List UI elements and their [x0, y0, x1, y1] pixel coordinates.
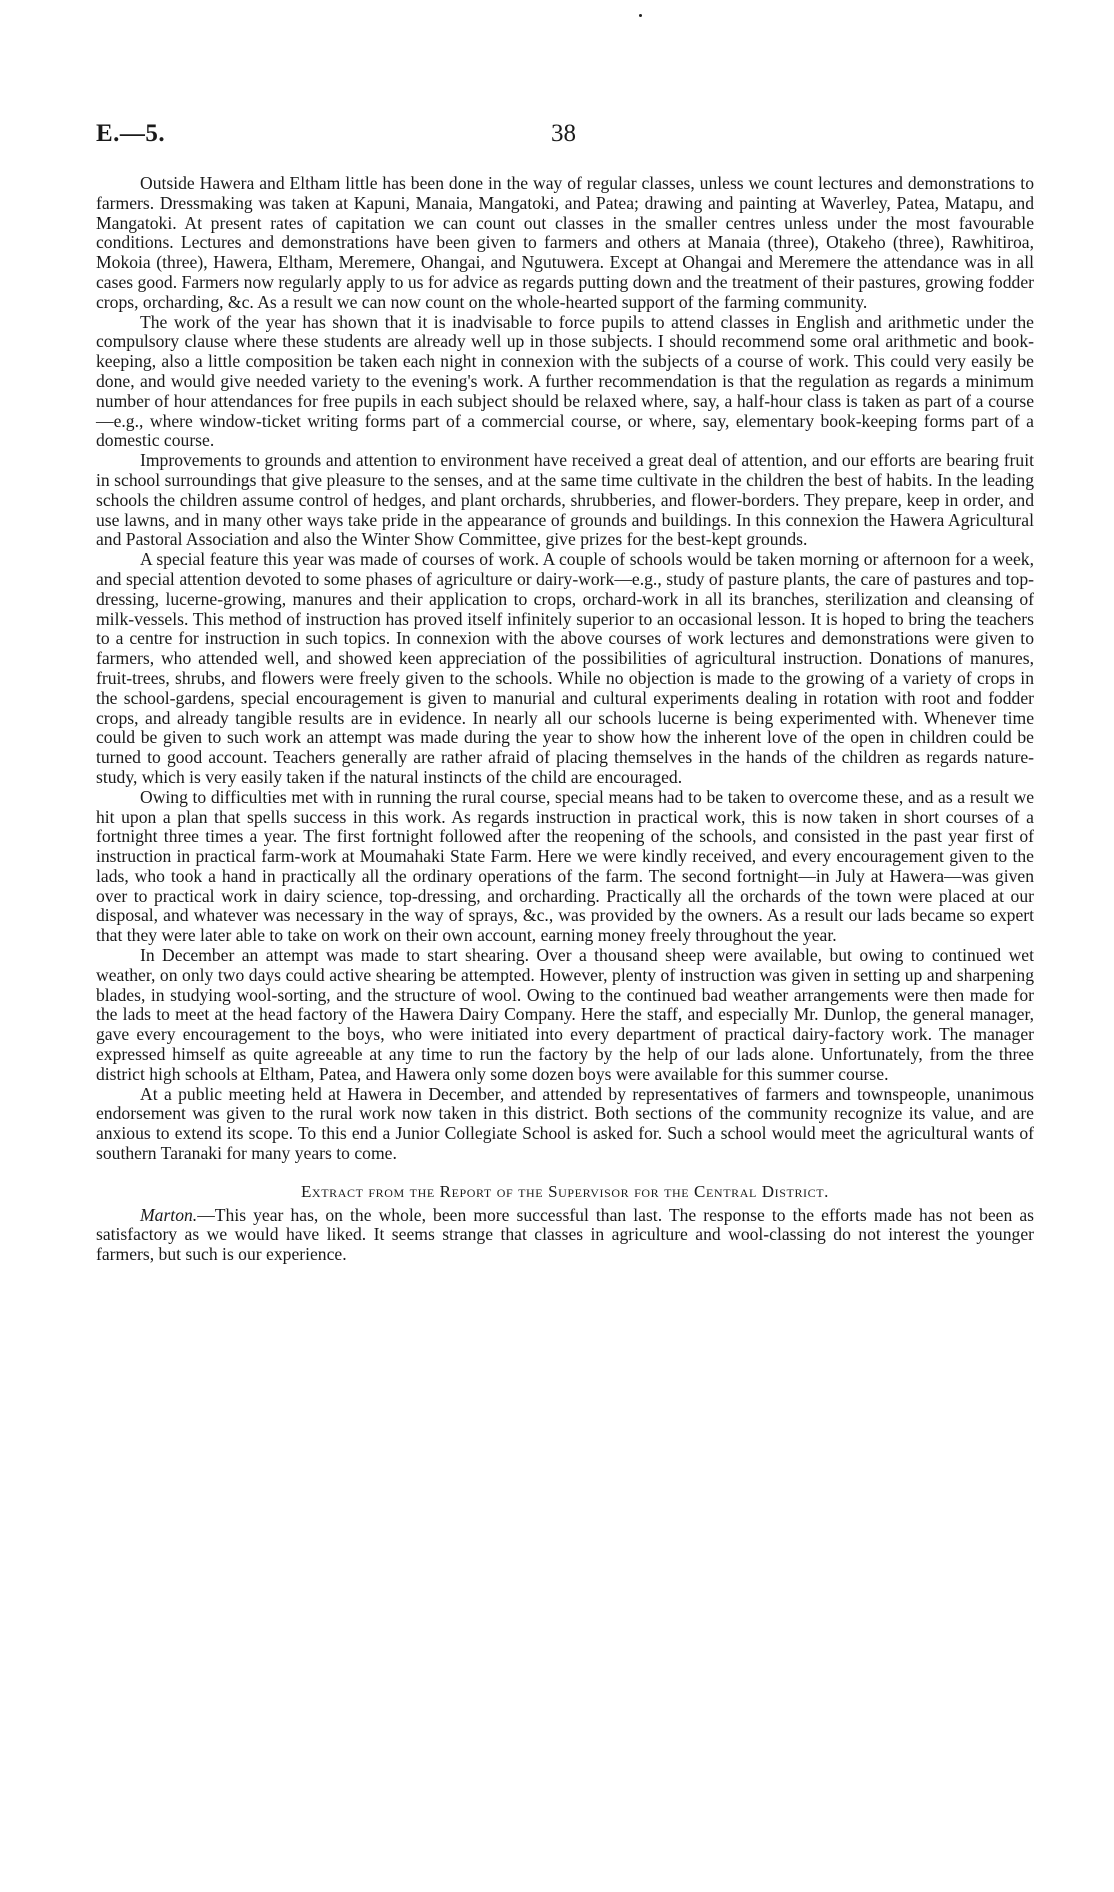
paragraph-improvements: Improvements to grounds and attention to environment have received a great deal of attention, and our efforts are bearing fruit in school surroundings that give pleasure to the senses, and at the same time cultivate in the children the best of habits. In the leading schools the children assume control of hedges, and plant orchards, shrubberies, and flower-borders. They prepare, keep in order, and use lawns, and in many other ways take pride in the appearance of grounds and buildings. In this connexion the Hawera Agricultural and Pastoral Association and also the Winter Show Committee, give prizes for the best-kept grounds.	[96, 450, 1034, 550]
paragraph-outside-hawera: Outside Hawera and Eltham little has been done in the way of regular classes, unless we count lectures and demonstrations to farmers. Dressmaking was taken at Kapuni, Manaia, Mangatoki, and Patea; drawing and painting at Waverley, Patea, Matapu, and Mangatoki. At present rates of capitation we can count out classes in the smaller centres unless under the most favourable conditions. Lectures and demonstrations have been given to farmers and others at Manaia (three), Otakeho (three), Rawhitiroa, Mokoia (three), Hawera, Eltham, Meremere, Ohangai, and Ngutuwera. Except at Ohangai and Meremere the attendance was in all cases good. Farmers now regularly apply to us for advice as regards putting down and the treatment of their pastures, growing fodder crops, orcharding, &c. As a result we can now count on the whole-hearted support of the farming community.	[96, 173, 1034, 312]
paragraph-marton	[96, 1206, 1034, 1265]
page-number: 38	[551, 120, 576, 147]
paragraph-work-of-year: The work of the year has shown that it is inadvisable to force pupils to attend classes in English and arithmetic under the compulsory clause where these students are already well up in those subjects. I should recommend some oral arithmetic and book-keeping, also a little composition be taken each night in connexion with the subjects of a course of work. This could very easily be done, and would give needed variety to the evening's work. A further recommendation is that the regulation as regards a minimum number of hour attendances for free pupils in each subject should be relaxed where, say, a half-hour class is taken as part of a course—e.g., where window-ticket writing forms part of a commercial course, or where, say, elementary book-keeping forms part of a domestic course.	[96, 311, 1034, 451]
page-header	[96, 120, 1036, 156]
body-text	[96, 174, 1034, 1265]
paragraph-shearing: In December an attempt was made to start shearing. Over a thousand sheep were available, but owing to continued wet weather, on only two days could active shearing be attempted. However, plenty of instruction was given in setting up and sharpening blades, in studying wool-sorting, and the structure of wool. Owing to the continued bad weather arrangements were then made for the lads to meet at the head factory of the Hawera Dairy Company. Here the staff, and especially Mr. Dunlop, the general manager, gave every encouragement to the boys, who were initiated into every department of practical dairy-factory work. The manager expressed himself as quite agreeable at any time to run the factory by the help of our lads alone. Unfortunately, from the three district high schools at Eltham, Patea, and Hawera only some dozen boys were available for this summer course.	[96, 945, 1034, 1084]
paragraph-public-meeting: At a public meeting held at Hawera in December, and attended by representatives of farmers and townspeople, unanimous endorsement was given to the rural work now taken in this district. Both sections of the community recognize its value, and are anxious to extend its scope. To this end a Junior Collegiate School is asked for. Such a school would meet the agricultural wants of southern Taranaki for many years to come.	[96, 1083, 1034, 1164]
print-speck	[639, 14, 642, 17]
place-name: Marton.	[140, 1204, 198, 1225]
section-heading: Extract from the Report of the Supervisor for the Central District.	[300, 1181, 830, 1201]
paragraph-marton-text: —This year has, on the whole, been more successful than last. The response to the efforts made has not been as satisfactory as we would have liked. It seems strange that classes in agriculture and wool-classing do not interest the younger farmers, but such is our experience.	[96, 1204, 1034, 1265]
document-reference: E.—5.	[96, 120, 166, 147]
paragraph-courses-of-work: A special feature this year was made of courses of work. A couple of schools would be taken morning or afternoon for a week, and special attention devoted to some phases of agriculture or dairy-work—e.g., study of pasture plants, the care of pastures and top-dressing, lucerne-growing, manures and their application to crops, orchard-work in all its branches, sterilization and cleansing of milk-vessels. This method of instruction has proved itself infinitely superior to an occasional lesson. It is hoped to bring the teachers to a centre for instruction in such topics. In connexion with the above courses of work lectures and demonstrations were given to farmers, who attended well, and showed keen appreciation of the possibilities of agricultural instruction. Donations of manures, fruit-trees, shrubs, and flowers were freely given to the schools. While no objection is made to the growing of a variety of crops in the school-gardens, special encouragement is given to manurial and cultural experiments dealing in rotation with root and fodder crops, and already tangible results are in evidence. In nearly all our schools lucerne is being experimented with. Whenever time could be given to such work an attempt was made during the year to show how the inherent love of the open in children could be turned to good account. Teachers generally are rather afraid of placing themselves in the hands of the children as regards nature-study, which is very easily taken if the natural instincts of the child are encouraged.	[96, 549, 1034, 787]
paragraph-rural-course: Owing to difficulties met with in running the rural course, special means had to be taken to overcome these, and as a result we hit upon a plan that spells success in this work. As regards instruction in practical work, this is now taken in short courses of a fortnight three times a year. The first fortnight followed after the reopening of the schools, and consisted in the past year first of instruction in practical farm-work at Moumahaki State Farm. Here we were kindly received, and every encouragement given to the lads, who took a hand in practically all the ordinary operations of the farm. The second fortnight—in July at Hawera—was given over to practical work in dairy science, top-dressing, and orcharding. Practically all the orchards of the town were placed at our disposal, and whatever was necessary in the way of sprays, &c., was provided by the owners. As a result our lads became so expert that they were later able to take on work on their own account, earning money freely throughout the year.	[96, 786, 1034, 946]
